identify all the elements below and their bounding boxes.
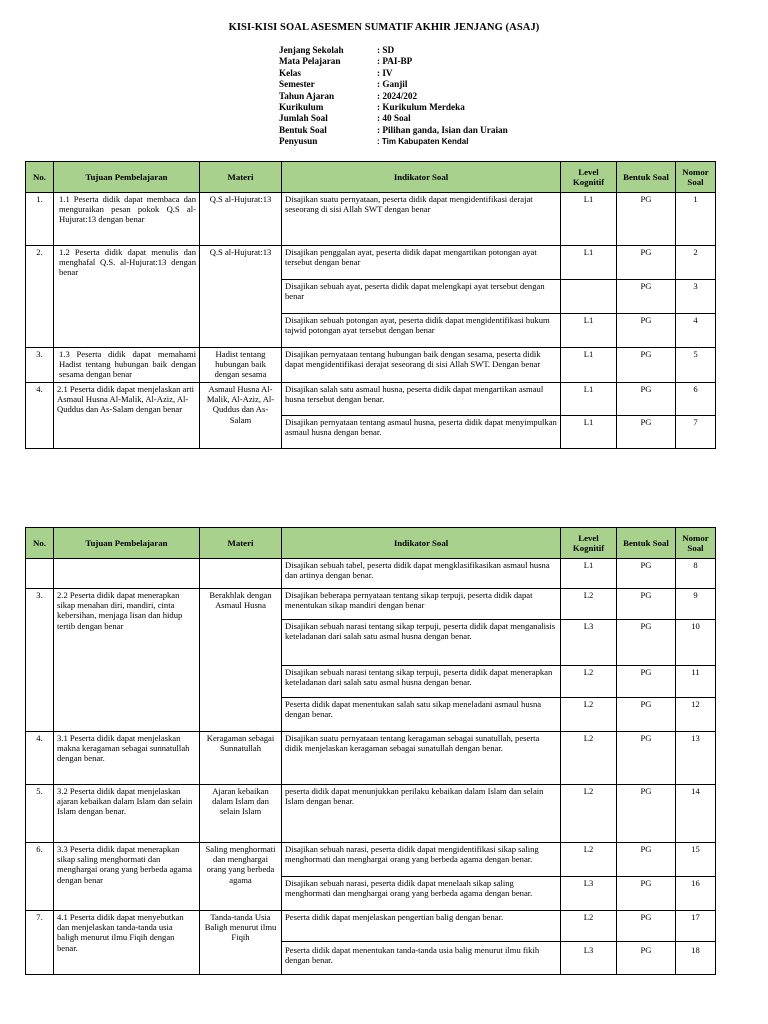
tujuan-cell [54, 193, 200, 246]
meta-row-mapel [279, 56, 508, 67]
level-cell: L3 [561, 942, 617, 975]
nomor-cell: 13 [676, 732, 716, 785]
bentuk-cell: PG [617, 383, 676, 416]
table-row [26, 911, 716, 942]
indikator-cell: Disajikan beberapa pernyataan tentang sikap terpuji, peserta didik dapat menentukan sikap mandiri dengan benar [282, 589, 561, 620]
level-cell: L1 [561, 416, 617, 449]
materi-cell: Asmaul Husna Al-Malik, Al-Aziz, Al-Quddus dan As-Salam [200, 383, 282, 449]
indikator-cell: Peserta didik dapat menjelaskan pengertian balig dengan benar. [282, 911, 561, 942]
bentuk-cell: PG [617, 314, 676, 348]
indikator-cell: Disajikan sebuah ayat, peserta didik dapat melengkapi ayat tersebut dengan benar [282, 280, 561, 314]
bentuk-cell: PG [617, 620, 676, 666]
tujuan-cell [54, 383, 200, 449]
document-meta [279, 45, 508, 148]
header-tujuan: Tujuan Pembelajaran [54, 162, 200, 193]
bentuk-cell: PG [617, 942, 676, 975]
meta-row-kurikulum [279, 102, 508, 113]
meta-row-kelas [279, 68, 508, 79]
indikator-cell: Disajikan sebuah narasi tentang sikap terpuji, peserta didik dapat menganalisis keteladanan dari salah satu asmal husna dengan benar. [282, 620, 561, 666]
tujuan-cell [54, 785, 200, 843]
meta-key: Kelas [279, 67, 301, 78]
nomor-cell: 7 [676, 416, 716, 449]
level-cell: L3 [561, 877, 617, 911]
row-no: 4. [26, 732, 54, 785]
tujuan-cell [54, 589, 200, 732]
materi-cell: Keragaman sebagai Sunnatullah [200, 732, 282, 785]
tujuan-text: 4.1 Peserta didik dapat menyebutkan dan menjelaskan tanda-tanda usia baligh menurut ilmu Fiqih dengan benar. [57, 912, 184, 953]
bentuk-cell: PG [617, 911, 676, 942]
nomor-cell: 6 [676, 383, 716, 416]
row-no: 6. [26, 843, 54, 911]
indikator-cell: Disajikan sebuah tabel, peserta didik dapat mengklasifikasikan asmaul husna dan artinya dengan benar. [282, 559, 561, 589]
row-no: 7. [26, 911, 54, 975]
indikator-cell: Disajikan sebuah narasi, peserta didik dapat mengidentifikasi sikap saling menghormati dan menghargai orang yang berbeda agama dengan benar. [282, 843, 561, 877]
level-cell: L2 [561, 785, 617, 843]
kisi-table-2 [25, 527, 716, 975]
tujuan-text: 2.1 Peserta didik dapat menjelaskan arti Asmaul Husna Al-Malik, Al-Aziz, Al-Quddus dan As-Salam dengan benar [57, 384, 194, 415]
meta-value: : Pilihan ganda, Isian dan Uraian [377, 124, 508, 135]
row-no: 3. [26, 589, 54, 732]
level-cell: L1 [561, 193, 617, 246]
tujuan-cell [54, 911, 200, 975]
tujuan-cell [54, 348, 200, 383]
indikator-cell: Disajikan sebuah narasi tentang sikap terpuji, peserta didik dapat menerapkan keteladanan dari salah satu asmal husna dengan benar. [282, 666, 561, 698]
level-cell: L2 [561, 911, 617, 942]
meta-key: Bentuk Soal [279, 124, 327, 135]
nomor-cell: 16 [676, 877, 716, 911]
bentuk-cell: PG [617, 698, 676, 732]
header-level: Level Kognitif [561, 528, 617, 559]
meta-row-jenjang [279, 45, 508, 56]
bentuk-cell: PG [617, 416, 676, 449]
row-no: 4. [26, 383, 54, 449]
materi-cell [200, 559, 282, 589]
level-cell: L2 [561, 589, 617, 620]
row-no: 3. [26, 348, 54, 383]
meta-row-tahun [279, 91, 508, 102]
header-materi: Materi [200, 162, 282, 193]
header-tujuan: Tujuan Pembelajaran [54, 528, 200, 559]
header-materi: Materi [200, 528, 282, 559]
nomor-cell: 14 [676, 785, 716, 843]
tujuan-text: 3.3 Peserta didik dapat menerapkan sikap saling menghormati dan menghargai orang yang berbeda agama dengan benar [57, 844, 192, 885]
bentuk-cell: PG [617, 732, 676, 785]
meta-key: Kurikulum [279, 102, 324, 113]
level-cell: L2 [561, 732, 617, 785]
bentuk-cell: PG [617, 246, 676, 280]
meta-key: Jenjang Sekolah [279, 45, 344, 55]
level-cell: L1 [561, 383, 617, 416]
header-nomor: Nomor Soal [676, 162, 716, 193]
bentuk-cell: PG [617, 193, 676, 246]
table-header-row [26, 528, 716, 559]
nomor-cell: 2 [676, 246, 716, 280]
level-cell: L2 [561, 698, 617, 732]
nomor-cell: 1 [676, 193, 716, 246]
header-indikator: Indikator Soal [282, 528, 561, 559]
meta-value: : Tim Kabupaten Kendal [377, 137, 469, 147]
table-row [26, 785, 716, 843]
table-row [26, 732, 716, 785]
nomor-cell: 12 [676, 698, 716, 732]
tujuan-cell [54, 246, 200, 348]
kisi-table-1 [25, 161, 716, 449]
header-no: No. [26, 162, 54, 193]
tujuan-text: 2.2 Peserta didik dapat menerapkan sikap menahan diri, mandiri, cinta kebersihan, menjaga lisan dan hidup tertib dengan benar [57, 590, 183, 631]
materi-cell: Ajaran kebaikan dalam Islam dan selain Islam [200, 785, 282, 843]
meta-value: : Kurikulum Merdeka [377, 102, 465, 113]
meta-value: : SD [377, 45, 395, 55]
meta-value: : Ganjil [377, 79, 408, 90]
nomor-cell: 3 [676, 280, 716, 314]
bentuk-cell: PG [617, 280, 676, 314]
indikator-cell: Peserta didik dapat menentukan tanda-tanda usia balig menurut ilmu fikih dengan benar. [282, 942, 561, 975]
materi-cell: Q.S al-Hujurat:13 [200, 193, 282, 246]
nomor-cell: 17 [676, 911, 716, 942]
header-bentuk: Bentuk Soal [617, 528, 676, 559]
row-no [26, 559, 54, 589]
tujuan-cell [54, 559, 200, 589]
meta-key: Penyusun [279, 136, 318, 147]
meta-value: : 2024/202 [377, 90, 418, 101]
table-row [26, 246, 716, 280]
header-no: No. [26, 528, 54, 559]
meta-key: Semester [279, 79, 315, 90]
tujuan-cell [54, 843, 200, 911]
level-cell [561, 280, 617, 314]
materi-cell: Tanda-tanda Usia Baligh menurut ilmu Fiqih [200, 911, 282, 975]
bentuk-cell: PG [617, 559, 676, 589]
table-header-row [26, 162, 716, 193]
tujuan-text: 3.2 Peserta didik dapat menjelaskan ajaran kebaikan dalam Islam dan selain Islam dengan benar. [57, 786, 193, 817]
meta-key: Tahun Ajaran [279, 90, 335, 101]
tujuan-text: 1.1 Peserta didik dapat membaca dan menguraikan pesan pokok Q.S al-Hujurat:13 dengan benar [59, 194, 196, 225]
nomor-cell: 18 [676, 942, 716, 975]
level-cell: L3 [561, 620, 617, 666]
table-row [26, 589, 716, 620]
table-row [26, 193, 716, 246]
tujuan-text: 3.1 Peserta didik dapat menjelaskan makna keragaman sebagai sunnatullah dengan benar. [57, 733, 190, 764]
materi-cell: Hadist tentang hubungan baik dengan sesama [200, 348, 282, 383]
nomor-cell: 9 [676, 589, 716, 620]
row-no: 1. [26, 193, 54, 246]
meta-value: : PAI-BP [377, 56, 413, 67]
tujuan-cell [54, 732, 200, 785]
materi-cell: Saling menghormati dan menghargai orang yang berbeda agama [200, 843, 282, 911]
meta-key: Mata Pelajaran [279, 56, 341, 67]
header-indikator: Indikator Soal [282, 162, 561, 193]
bentuk-cell: PG [617, 666, 676, 698]
nomor-cell: 10 [676, 620, 716, 666]
indikator-cell: Disajikan sebuah narasi, peserta didik dapat menelaah sikap saling menghormati dan menghargai orang yang berbeda agama dengan benar. [282, 877, 561, 911]
level-cell: L1 [561, 559, 617, 589]
bentuk-cell: PG [617, 589, 676, 620]
level-cell: L2 [561, 666, 617, 698]
meta-row-jumlah [279, 113, 508, 124]
table-row [26, 559, 716, 589]
indikator-cell: peserta didik dapat menunjukkan perilaku kebaikan dalam Islam dan selain Islam dengan benar. [282, 785, 561, 843]
level-cell: L1 [561, 348, 617, 383]
materi-cell: Q.S al-Hujurat:13 [200, 246, 282, 348]
indikator-cell: Disajikan pernyataan tentang hubungan baik dengan sesama, peserta didik dapat mengidentifikasi derajat seseorang di sisi Allah SWT. Dengan benar [282, 348, 561, 383]
meta-row-penyusun [279, 136, 508, 147]
bentuk-cell: PG [617, 348, 676, 383]
header-level: Level Kognitif [561, 162, 617, 193]
nomor-cell: 8 [676, 559, 716, 589]
meta-value: : 40 Soal [377, 113, 411, 124]
bentuk-cell: PG [617, 785, 676, 843]
table-row [26, 383, 716, 416]
level-cell: L1 [561, 314, 617, 348]
indikator-cell: Peserta didik dapat menentukan salah satu sikap meneladani asmaul husna dengan benar. [282, 698, 561, 732]
indikator-cell: Disajikan penggalan ayat, peserta didik dapat mengartikan potongan ayat tersebut dengan benar [282, 246, 561, 280]
document-title: KISI-KISI SOAL ASESMEN SUMATIF AKHIR JENJANG (ASAJ) [228, 22, 540, 33]
header-bentuk: Bentuk Soal [617, 162, 676, 193]
meta-row-semester [279, 79, 508, 90]
bentuk-cell: PG [617, 843, 676, 877]
nomor-cell: 11 [676, 666, 716, 698]
indikator-cell: Disajikan suatu pernyataan, peserta didik dapat mengidentifikasi derajat seseorang di sisi Allah SWT dengan benar [282, 193, 561, 246]
indikator-cell: Disajikan salah satu asmaul husna, peserta didik dapat mengartikan asmaul husna tersebut dengan benar. [282, 383, 561, 416]
indikator-cell: Disajikan sebuah potongan ayat, peserta didik dapat mengidentifikasi hukum tajwid potongan ayat tersebut dengan benar [282, 314, 561, 348]
nomor-cell: 5 [676, 348, 716, 383]
indikator-cell: Disajikan suatu pernyataan tentang keragaman sebagai sunatullah, peserta didik menjelaskan keragaman sebagai sunatullah dengan benar. [282, 732, 561, 785]
materi-cell: Berakhlak dengan Asmaul Husna [200, 589, 282, 732]
row-no: 5. [26, 785, 54, 843]
tujuan-text: 1.2 Peserta didik dapat menulis dan menghafal Q.S. al-Hujurat:13 dengan benar [59, 247, 196, 278]
level-cell: L1 [561, 246, 617, 280]
meta-value: : IV [377, 67, 393, 78]
header-nomor: Nomor Soal [676, 528, 716, 559]
meta-key: Jumlah Soal [279, 113, 328, 124]
meta-row-bentuk [279, 125, 508, 136]
table-row [26, 843, 716, 877]
row-no: 2. [26, 246, 54, 348]
nomor-cell: 15 [676, 843, 716, 877]
nomor-cell: 4 [676, 314, 716, 348]
level-cell: L2 [561, 843, 617, 877]
indikator-cell: Disajikan pernyataan tentang asmaul husna, peserta didik dapat menyimpulkan asmaul husna dengan benar. [282, 416, 561, 449]
table-row [26, 348, 716, 383]
tujuan-text: 1.3 Peserta didik dapat memahami Hadist tentang hubungan baik dengan sesama dengan benar [59, 349, 196, 380]
bentuk-cell: PG [617, 877, 676, 911]
